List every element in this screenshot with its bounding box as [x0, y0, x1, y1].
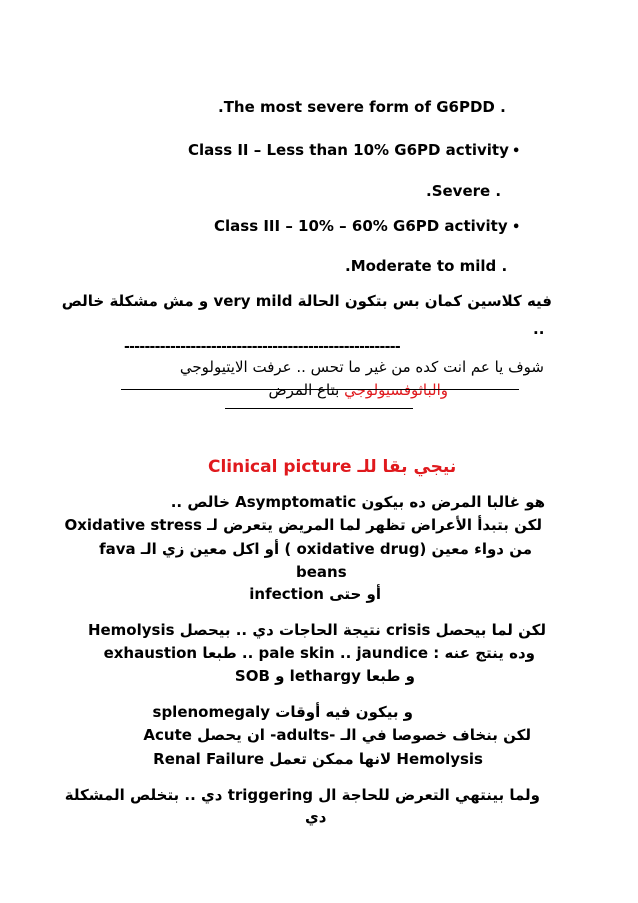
pathophysiology-word: والباثوفسيولوجي	[344, 381, 448, 399]
severe-line: .Severe .	[426, 182, 502, 200]
pathophysiology-line	[268, 381, 448, 399]
bullet-icon: •	[512, 144, 521, 159]
disease-word: بتاع المرض	[268, 381, 340, 399]
clinical-line-10: لكن بنخاف خصوصا في الـ -adults- ان يحصل Acute	[143, 726, 531, 744]
clinical-line-11: Renal Failure لانها ممكن تعمل Hemolysis	[153, 750, 483, 768]
class-iii-line: Class III – 10% – 60% G6PD activity	[214, 217, 508, 235]
clinical-line-8: و طبعا lethargy و SOB	[234, 667, 415, 685]
clinical-line-4: beans	[296, 563, 347, 581]
clinical-line-6: لكن لما بيحصل crisis نتيجة الحاجات دي .. بيحصل Hemolysis	[87, 621, 546, 639]
clinical-line-7: وده ينتج عنه : pale skin .. jaundice .. طبعا exhaustion	[103, 644, 535, 662]
clinical-line-5: أو حتى infection	[249, 585, 381, 603]
divider-line-short	[225, 408, 413, 409]
divider-line	[121, 389, 519, 390]
clinical-line-12: ولما بينتهي التعرض للحاجة ال triggering دي .. بتخلص المشكلة	[64, 786, 540, 804]
clinical-line-2: لكن بتبدأ الأعراض تظهر لما المريض يتعرض لـ Oxidative stress	[64, 516, 542, 534]
class-ii-line: Class II – Less than 10% G6PD activity	[188, 141, 509, 159]
severe-form-line: .The most severe form of G6PDD .	[218, 98, 506, 116]
clinical-line-3: من دواء معين (oxidative drug ) أو اكل معين زي الـ fava	[99, 540, 532, 558]
dashed-separator: ------------------------------------------------------	[124, 339, 400, 355]
note-line: فيه كلاسين كمان بس بتكون الحالة very mild و مش مشكلة خالص	[61, 292, 552, 310]
etiology-text: شوف يا عم انت كده من غير ما تحس .. عرفت الايتيولوجي	[179, 358, 544, 376]
clinical-picture-title: Clinical picture نيجي بقا للـ	[208, 457, 457, 477]
moderate-line: .Moderate to mild .	[345, 257, 508, 275]
clinical-line-13: دي	[305, 808, 327, 826]
note-dots: ..	[533, 320, 545, 338]
bullet-icon: •	[512, 220, 521, 235]
clinical-line-9: و بيكون فيه أوقات splenomegaly	[152, 703, 413, 721]
etiology-line	[180, 358, 544, 376]
clinical-line-1: هو غالبا المرض ده بيكون Asymptomatic خالص ..	[170, 493, 545, 511]
